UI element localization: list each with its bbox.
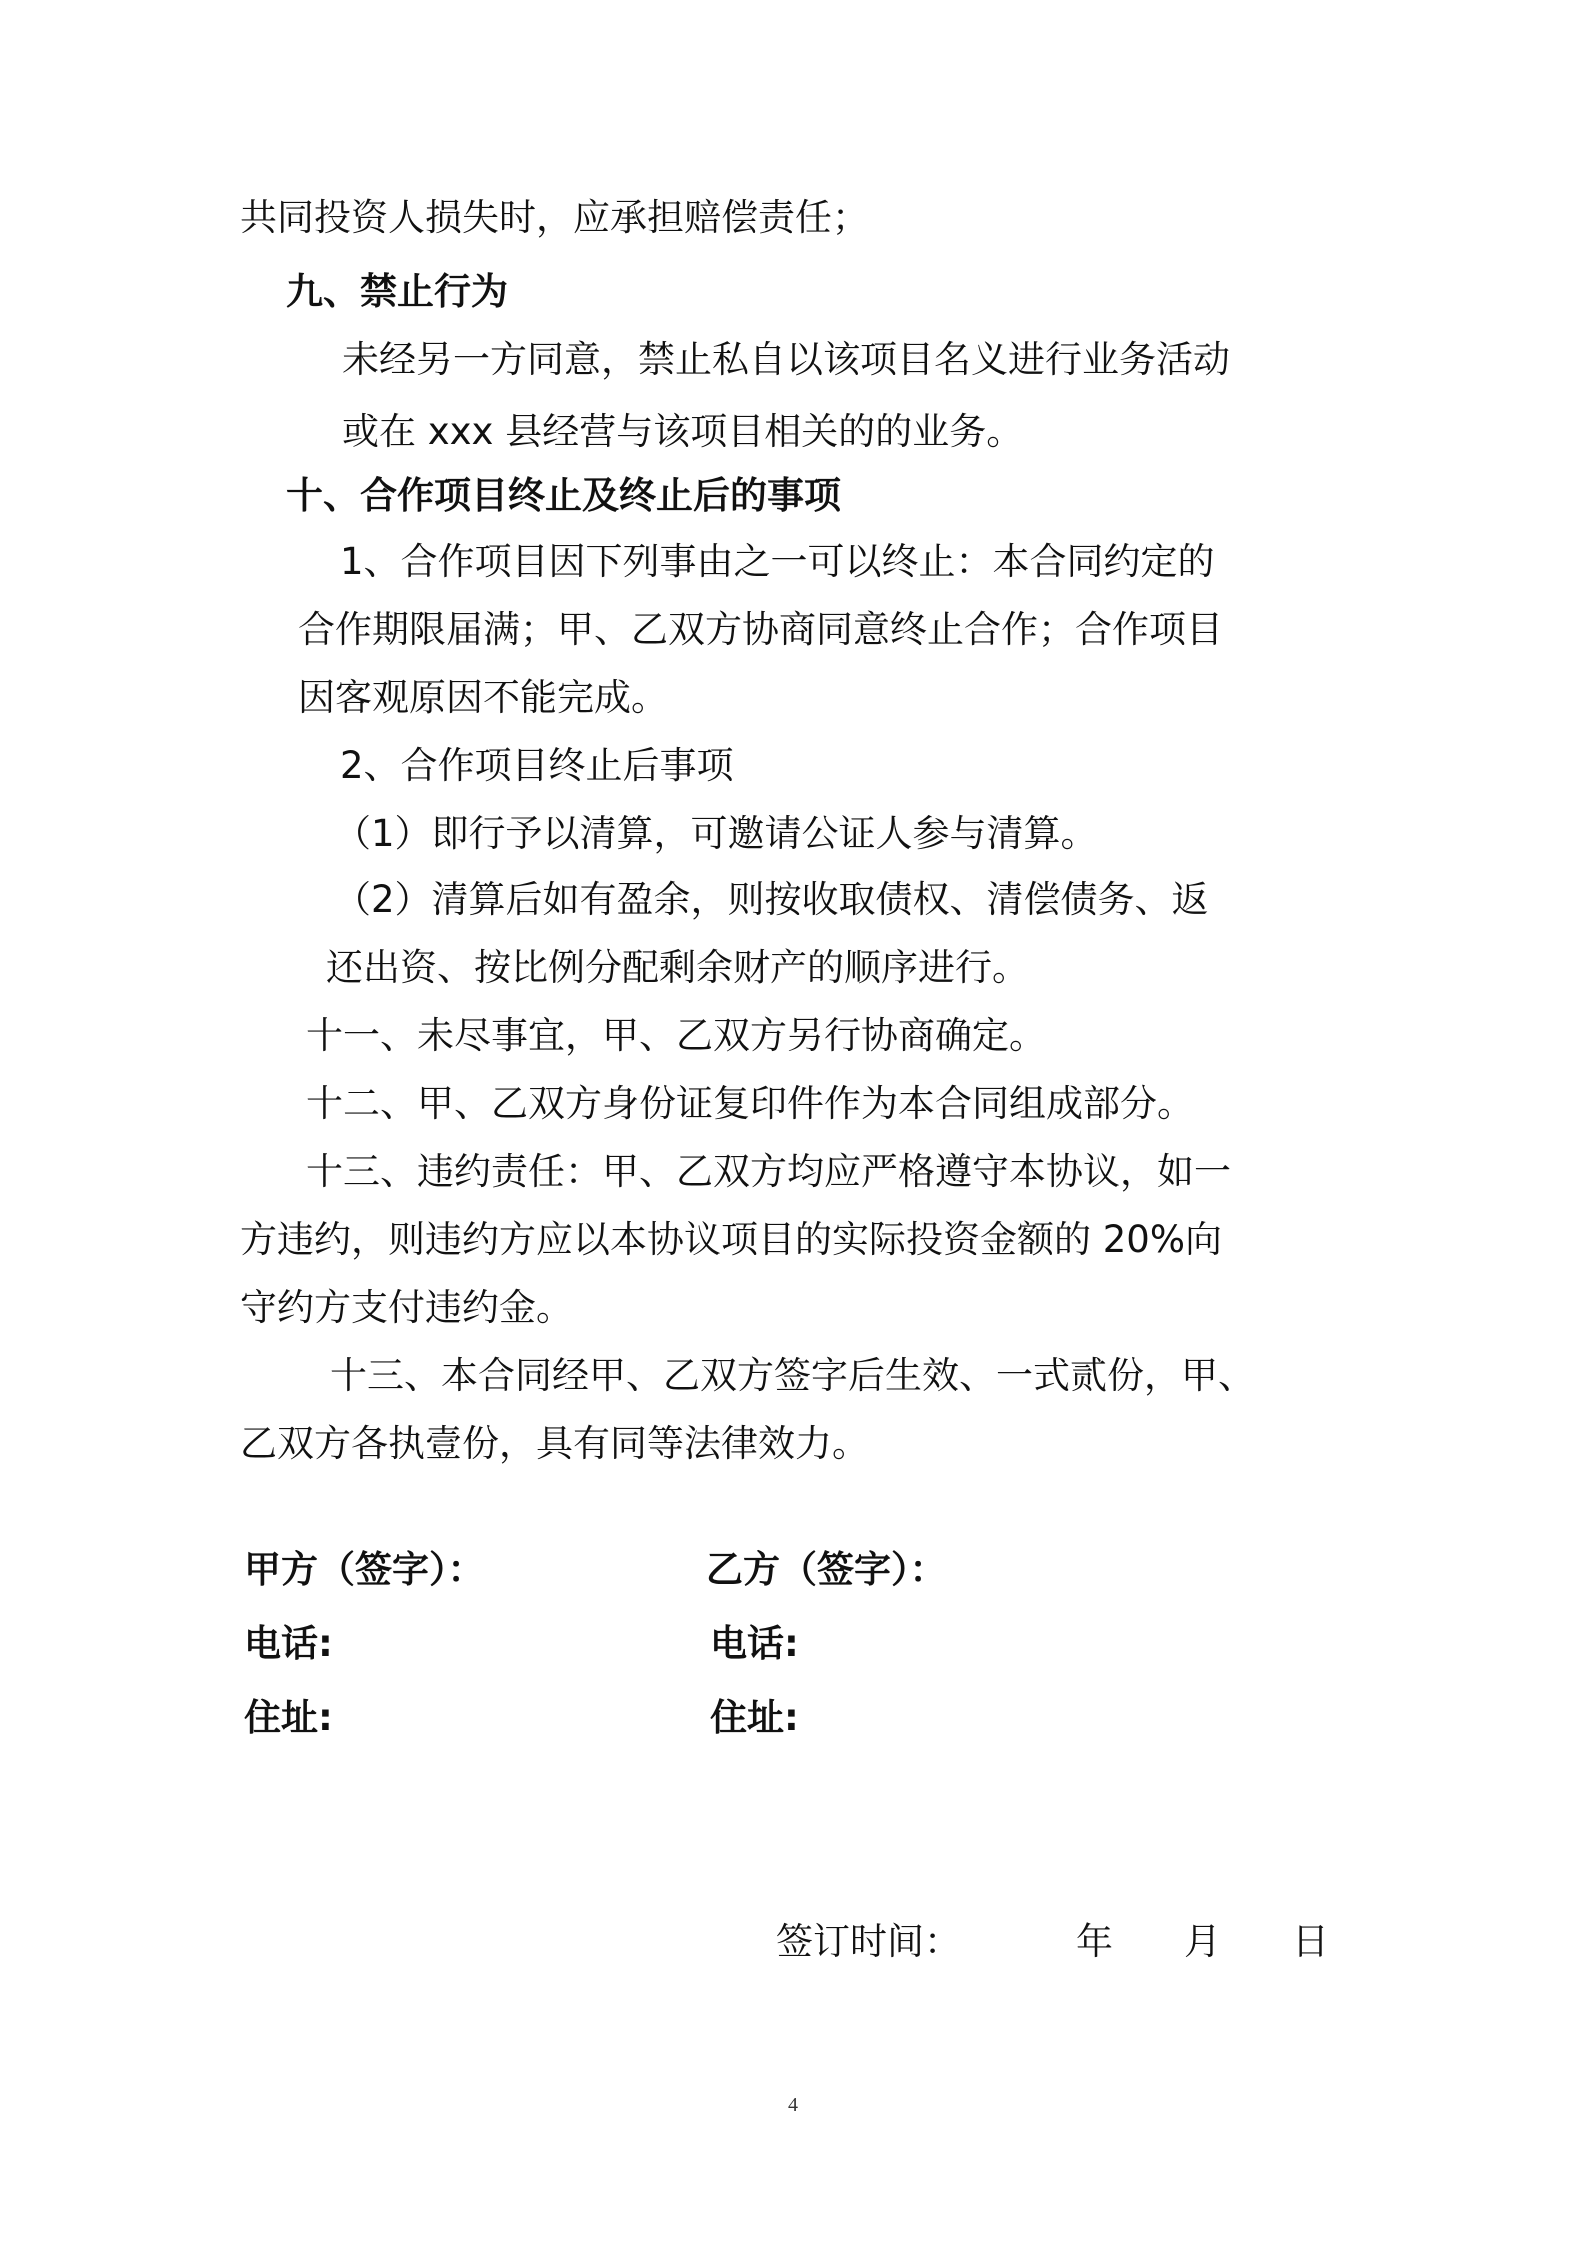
body-line: 十三、本合同经甲、乙双方签字后生效、一式贰份，甲、 — [330, 1354, 1255, 1397]
party-b-phone-label: 电话: — [710, 1622, 799, 1665]
body-line: 乙双方各执壹份，具有同等法律效力。 — [240, 1422, 869, 1465]
body-line: 因客观原因不能完成。 — [298, 676, 668, 719]
party-a-address-label: 住址: — [244, 1696, 333, 1739]
party-b-signature-label: 乙方（签字）： — [706, 1548, 947, 1591]
body-line: （2）清算后如有盈余，则按收取债权、清偿债务、返 — [334, 878, 1209, 921]
signing-month: 月 — [1184, 1920, 1221, 1963]
body-line: （1）即行予以清算，可邀请公证人参与清算。 — [334, 812, 1098, 855]
body-line: 1、合作项目因下列事由之一可以终止：本合同约定的 — [340, 540, 1215, 583]
body-line: 方违约，则违约方应以本协议项目的实际投资金额的 20%向 — [240, 1218, 1222, 1261]
body-line: 或在 xxx 县经营与该项目相关的的业务。 — [342, 410, 1024, 453]
body-line: 2、合作项目终止后事项 — [340, 744, 734, 787]
party-b-address-label: 住址: — [710, 1696, 799, 1739]
body-line: 未经另一方同意，禁止私自以该项目名义进行业务活动 — [342, 338, 1230, 381]
party-a-signature-label: 甲方（签字）： — [244, 1548, 485, 1591]
section-heading-9: 九、禁止行为 — [286, 270, 508, 313]
body-line: 十一、未尽事宜，甲、乙双方另行协商确定。 — [306, 1014, 1046, 1057]
body-line: 还出资、按比例分配剩余财产的顺序进行。 — [326, 946, 1029, 989]
page-number: 4 — [788, 2094, 798, 2116]
signing-date-label: 签订时间： — [776, 1920, 961, 1963]
body-line: 守约方支付违约金。 — [240, 1286, 573, 1329]
party-a-phone-label: 电话: — [244, 1622, 333, 1665]
signing-day: 日 — [1292, 1920, 1329, 1963]
signing-year: 年 — [1076, 1920, 1113, 1963]
body-line: 十二、甲、乙双方身份证复印件作为本合同组成部分。 — [306, 1082, 1194, 1125]
body-line: 合作期限届满；甲、乙双方协商同意终止合作；合作项目 — [298, 608, 1223, 651]
section-heading-10: 十、合作项目终止及终止后的事项 — [286, 474, 841, 517]
body-line: 共同投资人损失时，应承担赔偿责任； — [240, 196, 869, 239]
body-line: 十三、违约责任：甲、乙双方均应严格遵守本协议，如一 — [306, 1150, 1231, 1193]
